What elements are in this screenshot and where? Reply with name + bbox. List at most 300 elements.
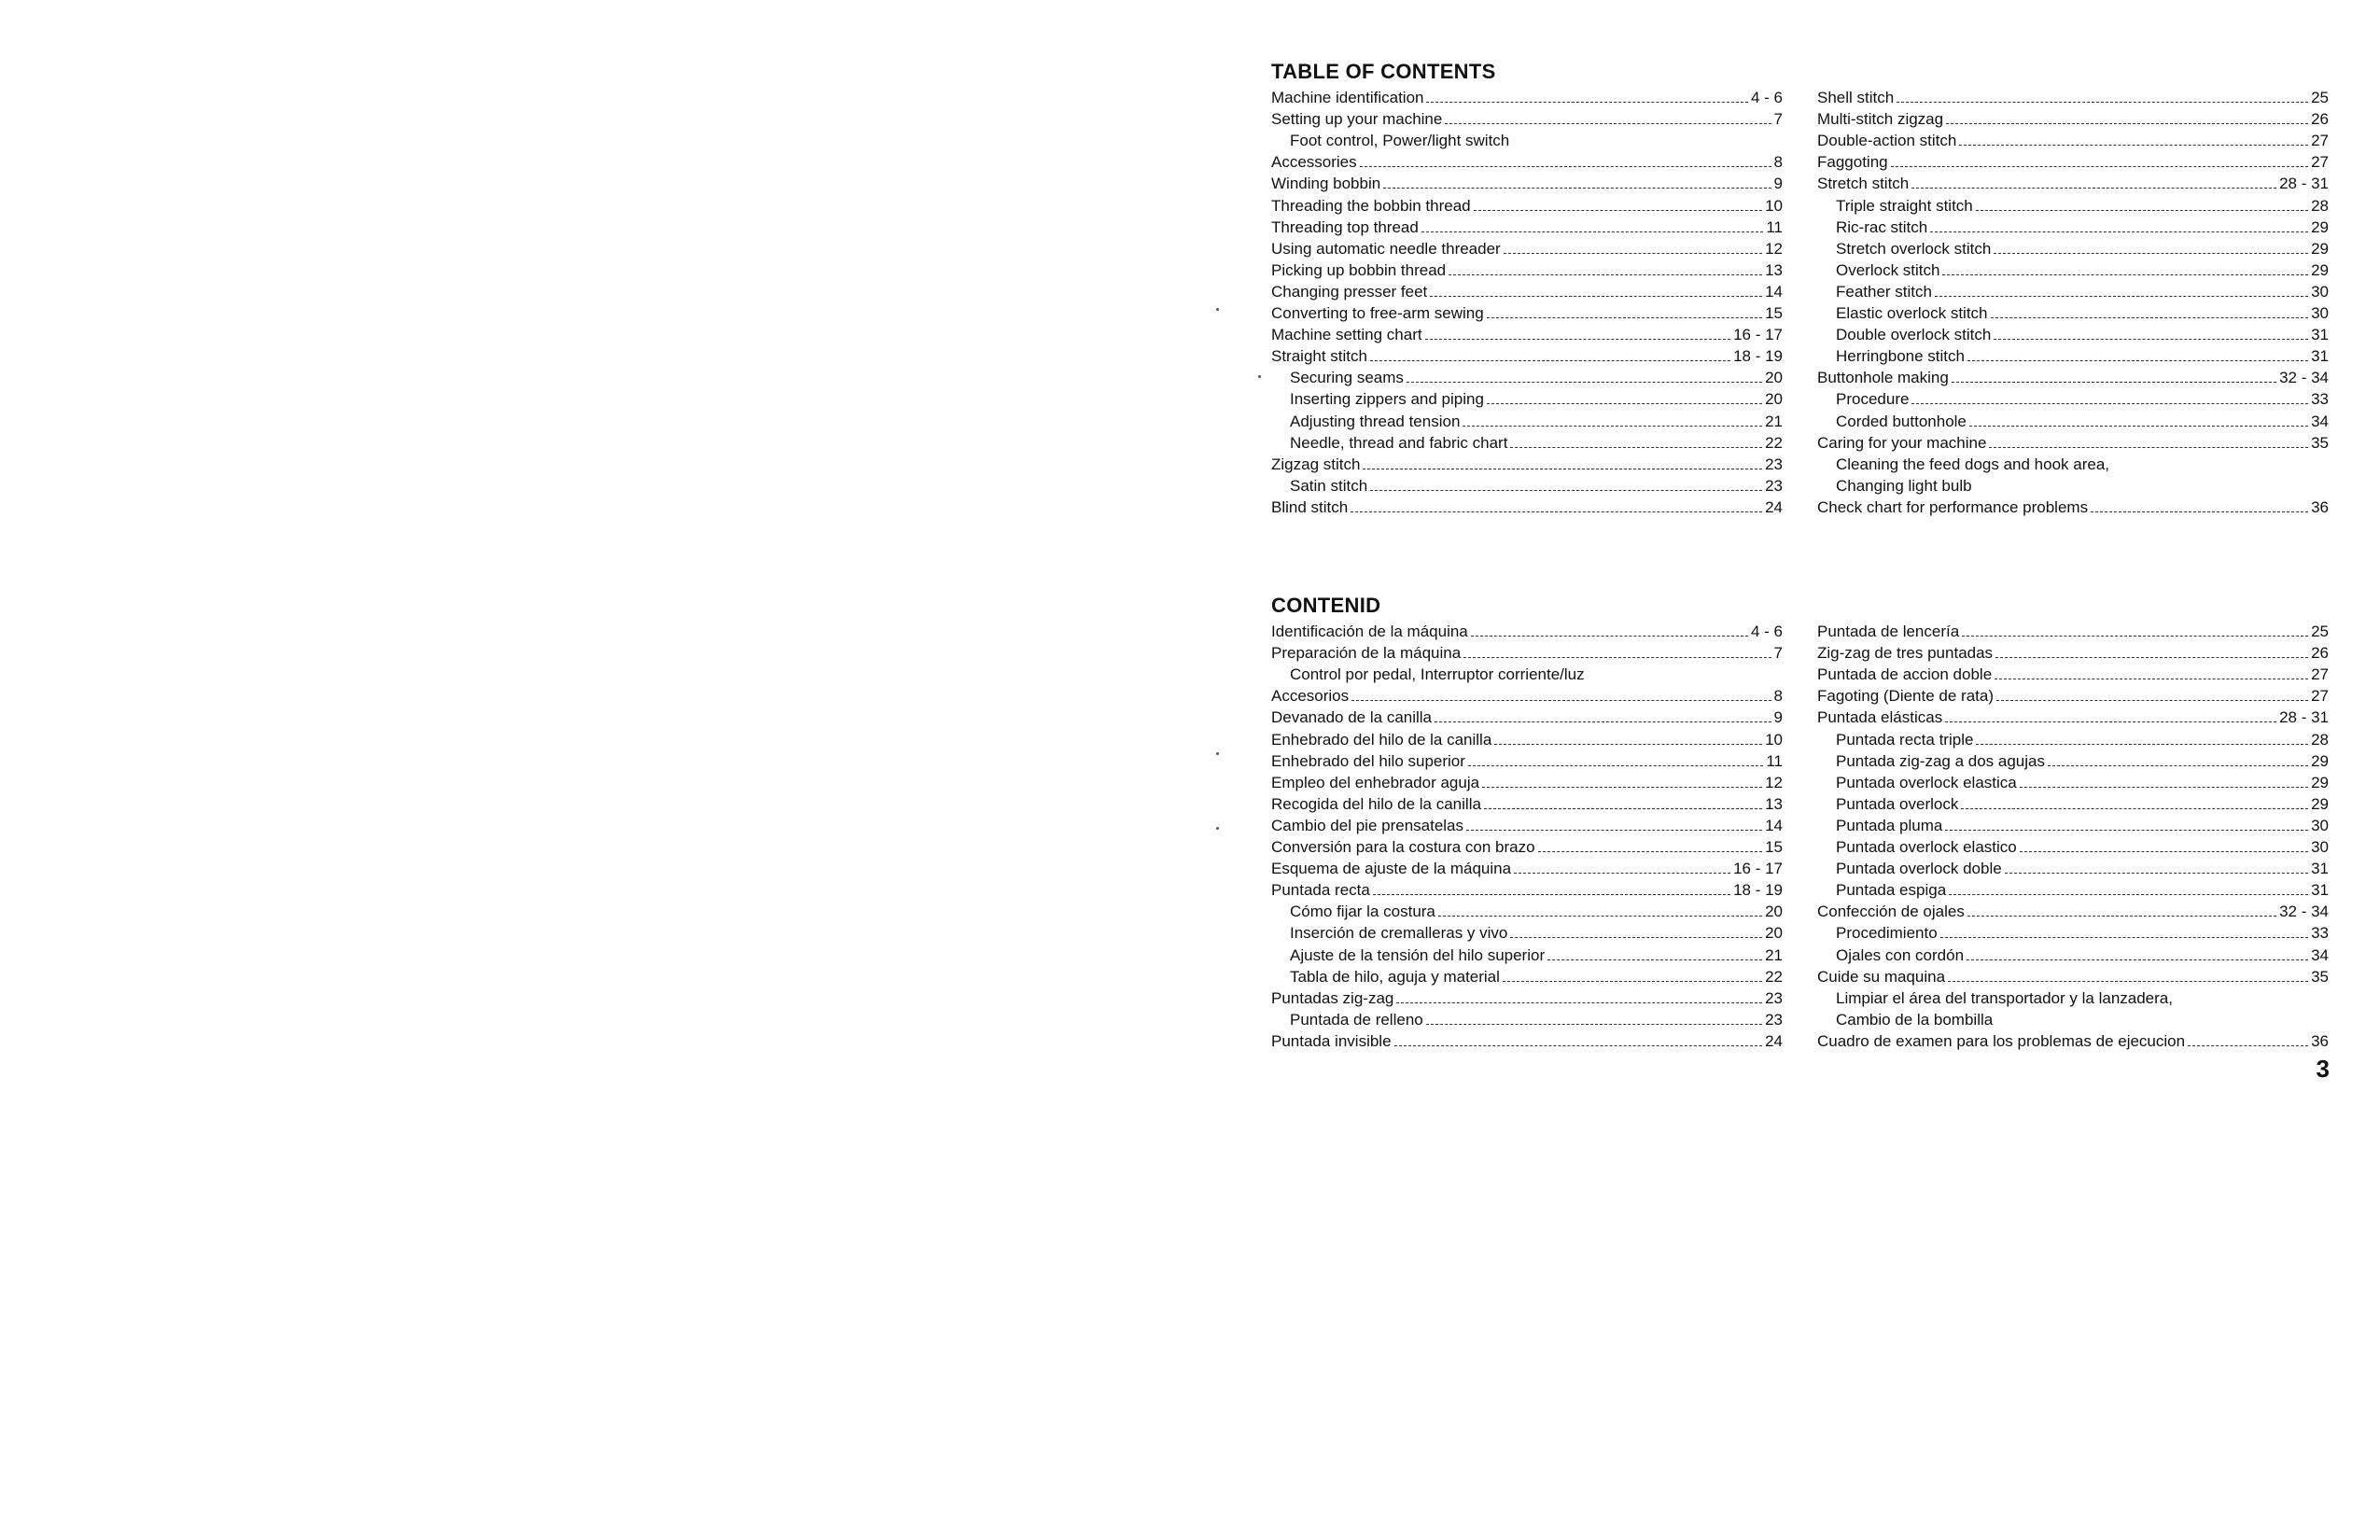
toc-entry-label: Procedure [1836,390,1910,409]
toc-entry-label: Devanado de la canilla [1271,708,1433,727]
toc-entry [1817,301,2329,323]
toc-entry-page: 24 [1765,497,1783,516]
toc-entry-page: 14 [1765,816,1783,834]
toc-entry-label: Herringbone stitch [1836,347,1965,366]
toc-entry [1271,663,1783,684]
toc-entry [1271,620,1783,641]
toc-entry [1817,453,2329,474]
toc-entry-label: Adjusting thread tension [1290,412,1461,430]
toc-entry [1817,259,2329,280]
dot-leader [1373,894,1730,895]
toc-entry [1271,749,1783,771]
toc-entry-label: Shell stitch [1817,89,1895,107]
toc-entry-page: 10 [1765,196,1783,215]
toc-entry [1817,900,2329,921]
toc-entry [1271,857,1783,878]
toc-entry-label: Puntada de lencería [1817,623,1960,641]
toc-entry [1817,344,2329,366]
dot-leader [1946,123,2308,124]
toc-entry-label: Picking up bobbin thread [1271,260,1447,279]
toc-entry [1271,366,1783,387]
toc-column-right [1817,86,2329,517]
toc-entry [1271,965,1783,987]
toc-entry [1817,409,2329,430]
toc-entry [1271,641,1783,663]
toc-entry-label: Securing seams [1290,369,1404,387]
dot-leader [1360,166,1771,167]
toc-english [1271,58,2330,609]
dot-leader [1959,145,2308,146]
scan-speck [1216,752,1219,755]
toc-entry [1271,496,1783,517]
toc-entry-page: 30 [2311,282,2329,301]
toc-entry-label: Cambio del pie prensatelas [1271,816,1464,834]
toc-entry [1817,857,2329,878]
toc-entry [1817,323,2329,344]
toc-entry-label: Confección de ojales [1817,903,1965,921]
toc-entry-label: Winding bobbin [1271,175,1381,193]
toc-entry-label: Conversión para la costura con brazo [1271,838,1535,857]
dot-leader [1961,808,2308,809]
toc-entry [1271,1008,1783,1029]
toc-entry-label: Zig-zag de tres puntadas [1817,644,1994,663]
dot-leader [1911,403,2308,404]
dot-leader [1967,916,2276,917]
toc-entry-label: Threading the bobbin thread [1271,196,1471,215]
dot-leader [1952,382,2276,383]
toc-entry-label: Corded buttonhole [1836,412,1967,430]
toc-entry [1271,280,1783,301]
toc-entry-page: 13 [1765,260,1783,279]
dot-leader [1996,700,2308,701]
toc-entry [1271,344,1783,366]
toc-entry-label: Straight stitch [1271,347,1367,366]
toc-entry-page: 16 - 17 [1733,860,1783,878]
toc-entry [1271,727,1783,749]
dot-leader [1471,636,1748,637]
dot-leader [1494,744,1762,745]
page-number: 3 [2316,1055,2330,1083]
toc-entry-label: Procedimiento [1836,924,1938,943]
toc-entry [1271,453,1783,474]
dot-leader [1430,296,1762,297]
toc-entry-label: Buttonhole making [1817,369,1949,387]
toc-entry-page: 26 [2311,110,2329,129]
toc-entry-page: 21 [1765,945,1783,964]
dot-leader [1948,981,2308,982]
dot-leader [1930,231,2308,232]
toc-entry [1817,792,2329,814]
toc-entry-label: Stretch stitch [1817,175,1910,193]
dot-leader [1935,296,2308,297]
toc-entry-page: 28 [2311,730,2329,749]
dot-leader [1510,937,1762,938]
scan-speck [1216,827,1219,830]
toc-entry-label: Faggoting [1817,153,1888,172]
toc-entry [1271,193,1783,215]
toc-entry-label: Double-action stitch [1817,132,1957,150]
scan-speck [1258,375,1261,378]
toc-entry [1817,1008,2329,1029]
toc-entry-page: 30 [2311,304,2329,323]
toc-entry [1271,301,1783,323]
toc-entry-label: Feather stitch [1836,282,1932,301]
toc-entry [1271,431,1783,453]
toc-entry-page: 10 [1765,730,1783,749]
toc-entry-page: 32 - 34 [2279,903,2329,921]
toc-entry-label: Caring for your machine [1817,433,1987,452]
toc-entry-page: 31 [2311,881,2329,900]
dot-leader [1940,937,2308,938]
dot-leader [1891,166,2308,167]
toc-entry-page: 7 [1773,644,1783,663]
toc-entry [1817,172,2329,193]
toc-entry-label: Multi-stitch zigzag [1817,110,1944,129]
toc-entry-page: 27 [2311,687,2329,706]
toc-entry-page: 29 [2311,217,2329,236]
toc-entry-label: Inserción de cremalleras y vivo [1290,924,1508,943]
toc-entry [1817,216,2329,237]
dot-leader [1989,447,2308,448]
toc-entry-page: 4 - 6 [1750,89,1783,107]
toc-entry-page: 36 [2311,497,2329,516]
toc-entry-label: Accessories [1271,153,1357,172]
toc-entry [1271,771,1783,792]
toc-entry [1817,749,2329,771]
dot-leader [1383,188,1771,189]
section-title: TABLE OF CONTENTS [1271,60,1496,83]
toc-entry-page: 24 [1765,1031,1783,1050]
toc-entry [1817,280,2329,301]
toc-entry [1817,366,2329,387]
toc-entry [1817,237,2329,259]
toc-entry-label: Setting up your machine [1271,110,1443,129]
toc-entry-page: 14 [1765,282,1783,301]
dot-leader [1949,894,2308,895]
toc-entry-label: Puntada zig-zag a dos agujas [1836,751,2045,770]
toc-entry [1271,706,1783,727]
dot-leader [1538,851,1763,852]
toc-entry-page: 12 [1765,773,1783,791]
dot-leader [1945,830,2308,831]
dot-leader [1351,700,1771,701]
dot-leader [1487,317,1762,318]
toc-entry-page: 30 [2311,838,2329,857]
toc-entry-page: 7 [1773,110,1783,129]
toc-entry-page: 29 [2311,773,2329,791]
dot-leader [1976,744,2308,745]
toc-entry-page: 29 [2311,751,2329,770]
toc-entry [1817,987,2329,1008]
toc-entry-page: 15 [1765,304,1783,323]
toc-entry-label: Needle, thread and fabric chart [1290,433,1508,452]
toc-entry [1271,943,1783,964]
toc-entry-page: 33 [2311,390,2329,409]
toc-entry-label: Puntada overlock elastica [1836,773,2017,791]
toc-entry-page: 25 [2311,623,2329,641]
dot-leader [1503,981,1762,982]
toc-entry-page: 31 [2311,860,2329,878]
toc-entry-label: Limpiar el área del transportador y la lanzadera, [1836,988,2173,1007]
dot-leader [1514,873,1730,874]
toc-entry-page: 29 [2311,794,2329,813]
toc-entry [1271,684,1783,706]
toc-entry-page: 20 [1765,924,1783,943]
toc-entry [1271,814,1783,835]
toc-entry-label: Cambio de la bombilla [1836,1010,1994,1029]
dot-leader [1394,1045,1763,1046]
toc-entry-page: 4 - 6 [1750,623,1783,641]
toc-entry-page: 12 [1765,239,1783,258]
toc-entry [1817,641,2329,663]
toc-entry [1817,727,2329,749]
dot-leader [1407,382,1762,383]
toc-entry [1271,323,1783,344]
toc-entry-label: Satin stitch [1290,476,1368,495]
toc-column-left [1271,620,1783,1051]
toc-entry-label: Ojales con cordón [1836,945,1965,964]
dot-leader [1911,188,2276,189]
toc-entry-page: 23 [1765,988,1783,1007]
dot-leader [1942,274,2308,275]
toc-entry-page: 34 [2311,945,2329,964]
toc-entry-page: 31 [2311,347,2329,366]
dot-leader [1969,426,2308,427]
toc-entry-page: 20 [1765,390,1783,409]
toc-entry-page: 23 [1765,1010,1783,1029]
toc-column-left [1271,86,1783,517]
dot-leader [1351,511,1762,512]
toc-entry-page: 22 [1765,967,1783,986]
toc-entry-page: 22 [1765,433,1783,452]
toc-entry-page: 36 [2311,1031,2329,1050]
toc-entry-label: Inserting zippers and piping [1290,390,1484,409]
toc-entry-page: 18 - 19 [1733,347,1783,366]
dot-leader [2020,851,2308,852]
toc-entry-label: Puntada overlock elastico [1836,838,2017,857]
toc-entry [1271,150,1783,172]
toc-entry-label: Puntada invisible [1271,1031,1392,1050]
toc-entry-page: 9 [1773,708,1783,727]
toc-entry [1817,620,2329,641]
toc-entry-page: 34 [2311,412,2329,430]
toc-entry [1271,86,1783,107]
toc-entry [1271,921,1783,943]
toc-entry [1817,771,2329,792]
toc-entry [1817,835,2329,857]
dot-leader [1897,102,2308,103]
toc-entry [1817,150,2329,172]
toc-entry-page: 25 [2311,89,2329,107]
dot-leader [2091,511,2308,512]
toc-entry-label: Zigzag stitch [1271,455,1361,473]
toc-entry-page: 20 [1765,369,1783,387]
toc-entry-label: Cuadro de examen para los problemas de ejecucion [1817,1031,2186,1050]
toc-entry [1817,86,2329,107]
toc-entry-page: 29 [2311,239,2329,258]
toc-entry-page: 18 - 19 [1733,881,1783,900]
section-title: CONTENID [1271,594,1381,617]
dot-leader [2188,1045,2308,1046]
toc-entry-label: Puntada overlock doble [1836,860,2002,878]
dot-leader [1468,765,1763,766]
toc-entry [1817,496,2329,517]
toc-entry [1271,172,1783,193]
toc-entry [1271,900,1783,921]
toc-entry [1271,835,1783,857]
toc-entry [1271,259,1783,280]
toc-entry-label: Blind stitch [1271,497,1349,516]
toc-entry-label: Recogida del hilo de la canilla [1271,794,1481,813]
toc-entry-label: Triple straight stitch [1836,196,1973,215]
toc-column-right [1817,620,2329,1051]
toc-entry-label: Puntada recta triple [1836,730,1974,749]
toc-entry [1271,474,1783,496]
toc-entry-label: Puntada elásticas [1817,708,1943,727]
toc-entry [1817,474,2329,496]
dot-leader [1967,360,2308,361]
dot-leader [1426,1024,1762,1025]
toc-entry [1817,387,2329,409]
toc-entry [1817,1029,2329,1051]
toc-entry-page: 8 [1773,153,1783,172]
toc-entry-page: 26 [2311,644,2329,663]
toc-entry [1817,663,2329,684]
dot-leader [1994,339,2308,340]
toc-spanish [1271,592,2330,1142]
dot-leader [1463,657,1771,658]
toc-entry-label: Preparación de la máquina [1271,644,1462,663]
dot-leader [1370,360,1730,361]
toc-entry [1271,987,1783,1008]
toc-entry-label: Threading top thread [1271,217,1419,236]
toc-entry-label: Accesorios [1271,687,1350,706]
toc-entry-page: 28 [2311,196,2329,215]
toc-entry-page: 27 [2311,132,2329,150]
toc-entry-page: 23 [1765,476,1783,495]
dot-leader [1994,253,2308,254]
toc-entry-label: Foot control, Power/light switch [1290,132,1510,150]
toc-entry-label: Cuide su maquina [1817,967,1946,986]
toc-entry [1271,129,1783,150]
toc-entry-page: 33 [2311,924,2329,943]
toc-entry-page: 28 - 31 [2279,708,2329,727]
toc-entry-label: Puntadas zig-zag [1271,988,1394,1007]
dot-leader [1510,447,1762,448]
toc-entry-label: Converting to free-arm sewing [1271,304,1484,323]
dot-leader [1474,210,1762,211]
toc-entry-label: Changing light bulb [1836,476,1972,495]
dot-leader [1438,916,1762,917]
toc-entry-label: Ric-rac stitch [1836,217,1928,236]
dot-leader [1421,231,1764,232]
dot-leader [1426,102,1747,103]
dot-leader [1962,636,2308,637]
toc-entry-label: Puntada pluma [1836,816,1943,834]
toc-entry-label: Using automatic needle threader [1271,239,1501,258]
toc-entry [1817,814,2329,835]
toc-entry [1817,107,2329,129]
toc-entry-label: Control por pedal, Interruptor corriente/luz [1290,665,1585,684]
toc-entry [1271,237,1783,259]
dot-leader [1547,959,1762,960]
dot-leader [1504,253,1762,254]
toc-entry [1817,965,2329,987]
dot-leader [1967,959,2308,960]
toc-entry-label: Puntada recta [1271,881,1370,900]
toc-entry-label: Puntada de accion doble [1817,665,1993,684]
toc-entry-page: 27 [2311,665,2329,684]
toc-entry-label: Fagoting (Diente de rata) [1817,687,1994,706]
toc-entry-page: 31 [2311,326,2329,344]
dot-leader [1435,721,1771,722]
toc-entry-label: Changing presser feet [1271,282,1428,301]
dot-leader [1945,721,2276,722]
toc-entry [1271,878,1783,900]
toc-entry [1271,792,1783,814]
toc-entry-label: Puntada de relleno [1290,1010,1423,1029]
toc-entry [1271,1029,1783,1051]
toc-entry-page: 35 [2311,967,2329,986]
toc-entry-page: 23 [1765,455,1783,473]
toc-entry-page: 9 [1773,175,1783,193]
dot-leader [1425,339,1730,340]
toc-entry [1817,193,2329,215]
toc-entry-label: Overlock stitch [1836,260,1940,279]
dot-leader [1396,1002,1762,1003]
toc-entry [1271,409,1783,430]
dot-leader [1995,657,2308,658]
toc-entry-page: 11 [1766,751,1783,770]
toc-entry-page: 30 [2311,816,2329,834]
toc-entry-page: 35 [2311,433,2329,452]
toc-entry-label: Tabla de hilo, aguja y material [1290,967,1500,986]
toc-entry-label: Puntada overlock [1836,794,1959,813]
toc-entry-label: Empleo del enhebrador aguja [1271,773,1480,791]
toc-entry-label: Double overlock stitch [1836,326,1992,344]
toc-entry [1817,943,2329,964]
toc-entry-label: Esquema de ajuste de la máquina [1271,860,1512,878]
dot-leader [1445,123,1771,124]
dot-leader [1487,403,1762,404]
toc-entry-label: Cómo fijar la costura [1290,903,1435,921]
toc-entry-page: 16 - 17 [1733,326,1783,344]
toc-entry [1817,878,2329,900]
toc-entry-label: Elastic overlock stitch [1836,304,1988,323]
toc-entry [1817,921,2329,943]
dot-leader [1449,274,1762,275]
dot-leader [1976,210,2308,211]
toc-entry-label: Puntada espiga [1836,881,1947,900]
dot-leader [2005,873,2308,874]
toc-entry-label: Enhebrado del hilo de la canilla [1271,730,1492,749]
toc-entry [1271,387,1783,409]
dot-leader [1484,808,1762,809]
toc-entry [1817,706,2329,727]
toc-entry-label: Identificación de la máquina [1271,623,1468,641]
toc-entry-page: 8 [1773,687,1783,706]
toc-entry-page: 15 [1765,838,1783,857]
toc-entry [1817,129,2329,150]
dot-leader [1991,317,2309,318]
toc-entry [1271,216,1783,237]
toc-entry [1271,107,1783,129]
toc-entry-page: 21 [1765,412,1783,430]
toc-entry-label: Machine setting chart [1271,326,1422,344]
toc-entry-label: Check chart for performance problems [1817,497,2089,516]
toc-entry-page: 32 - 34 [2279,369,2329,387]
toc-entry-label: Enhebrado del hilo superior [1271,751,1465,770]
